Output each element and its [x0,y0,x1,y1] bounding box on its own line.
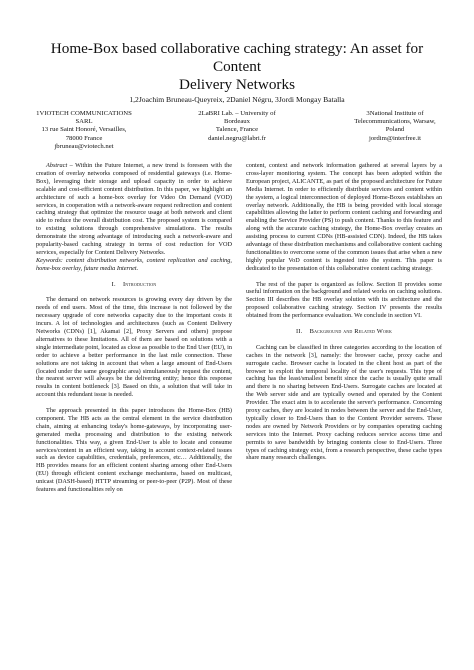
keywords [36,257,232,273]
abstract-label: Abstract [46,162,68,169]
affiliation-2-line: Talence, France [215,126,259,134]
affiliation-2 [158,110,316,143]
body-paragraph: content, context and network information gathered at several layers by a cross-layer monitoring system. The concept has been adopted within the European project, ALICANTE, as part of the proposed architecture for Future Media Internet. In order to efficiently distribute services and content within the system, a logical interconnection of deployed Home-Boxes establishes an overlay network. Additionally, the HB is being provided with local storage capabilities allowing the latter to perform content caching and forwarding and enabling the Service Provider (PS) to push content. Thanks to this feature and along with the accurate caching strategy, the Home-Box overlay creates an assisting process to current CDNs (HB-assisted CDN). Indeed, the HB takes advantage of these distribution mechanisms and collaborative content caching functionalities to overcome some of the common issues that arise when a new highly popular VoD content is ingested into the system. This paper is dedicated to the presentation of this collaborative content caching strategy. [246,162,442,272]
affiliation-1-line: 1VIOTECH COMMUNICATIONS [36,110,132,117]
section-heading-background [246,328,442,336]
affiliation-1-line: 13 rue Saint Honoré, Versailles, [41,126,127,134]
right-column [246,162,442,462]
body-paragraph: Caching can be classified in three categories according to the location of caches in the network [3], namely: the browser cache, proxy cache and surrogate cache. Browser cache is located in the client host as part of the browser to exploit the temporal locality of the user's requests. This type of caching has the least/smallest benefit since the cache is usually quite small and there is no sharing between End-Users. Surrogate caches are located at the Web server side and are typically owned and operated by the Content Provider. The exact aim is to accelerate the server's performance. Concerning proxy caches, they are located in nodes between the server and the End-User, typically closer to End-Users than to the Content Provider servers. These nodes are owned by Network Providers or by companies operating caching services into the Internet. Proxy caching reduces service access time and permits to save bandwidth by bringing contents close to End-Users. Three types of caching strategy exist, from a research perspective, these cache types share many research challenges. [246,343,442,462]
affiliation-3-email: jordim@interfree.it [368,134,422,142]
paper-title [30,40,444,94]
affiliation-1-line: SARL [75,118,93,126]
keywords-label: Keywords: [36,256,63,264]
body-paragraph: The rest of the paper is organized as follow. Section II provides some useful information on the background and related works on caching solutions. Section III describes the HB overlay solution with its architecture and the proposed collaborative caching strategy. Section IV presents the results obtained from the performance evaluation. We conclude in section VI. [246,280,442,320]
section-title: Background and Related Work [309,328,393,335]
affiliation-1-email: jbruneau@viotech.net [54,142,114,150]
affiliation-3 [336,110,454,143]
affiliation-2-line: Bordeaux [224,118,250,126]
abstract-text: – Within the Future Internet, a new trend is foreseen with the creation of overlay networks composed of residential gateways (i.e. Home-Box), leveraging their storage and upload capacity in order to achieve scalable and cost-efficient content distribution. In this paper, we highlight an architecture of such a home-box overlay for Video On Demand (VOD) services, in cooperation with a network-aware request redirection and content caching strategy that optimize the resource usage at both network and client side to reduce the overall distribution cost. The proposed system is compared to existing solutions through comprehensive simulations. The results demonstrate the strong advantage of introducing such a network-aware and popularity-based caching strategy in terms of cost reduction for VOD services, especially for Content Delivery Networks. [36,162,232,256]
affiliation-2-line: 2LaBRI Lab. – University of [198,110,276,117]
title-line-2: Delivery Networks [179,76,295,93]
left-column [36,162,232,494]
affiliation-3-line: Telecommunications, Warsaw, [354,118,436,126]
abstract [36,162,232,257]
section-number: I. [111,280,116,288]
body-paragraph: The demand on network resources is growing every day driven by the needs of end users. Most of the time, this increase is not followed by the necessary upgrade of core networks capacity due to the important costs it incurs. A lot of technologies and architectures (such as Content Delivery Networks (CDNs) [1], Akamai [2], Proxy Servers and others) propose alternatives to these limitations. All of them are based on solutions with a single intermediate point, located as close as possible to the End User (EU), in order to achieve a better performance in the last mile connection. These solutions are not taking in account that when a large amount of End-Users (located under the same geographic area) simultaneously request the content, the nearest server will always be the delivering entity; hence this response results in content bottleneck [3]. Based on this, a solution that will take in account this redundant issue is needed. [36,296,232,399]
affiliation-2-email: daniel.negru@labri.fr [208,134,266,142]
keywords-text: content distribution networks, content replication and caching, home-box overlay, future media Internet. [36,256,232,272]
body-paragraph: The approach presented in this paper introduces the Home-Box (HB) component. The HB acts as the central element in the service distribution chain, aiming at enhancing today's home-gateways, by incorporating user-generated media processing and distribution to the existing network functionalities. This way, a given End-User is able to locate and consume services/content in an efficient way, taking in account context-related issues such as device capabilities, credentials, preferences, etc… Additionally, the HB provides means for an efficient content sharing among other End-Users (EU) through efficient content exchange mechanisms, based on multicast, unicast (DASH-based) HTTP streaming or peer-to-peer (P2P). Most of these features and functionalities rely on [36,407,232,494]
affiliation-1 [24,110,144,151]
affiliation-3-line: Poland [385,126,405,134]
section-number: II. [295,328,303,335]
section-heading-introduction [36,281,232,289]
section-title: Introduction [122,280,157,288]
affiliation-1-line: 78000 France [65,134,103,142]
title-line-1: Home-Box based collaborative caching strategy: An asset for Content [50,40,424,75]
author-list: 1,2Joachim Bruneau-Queyreix, 2Daniel Négru, 3Jordi Mongay Batalla [129,95,345,104]
affiliation-3-line: 3National Institute of [366,110,424,117]
